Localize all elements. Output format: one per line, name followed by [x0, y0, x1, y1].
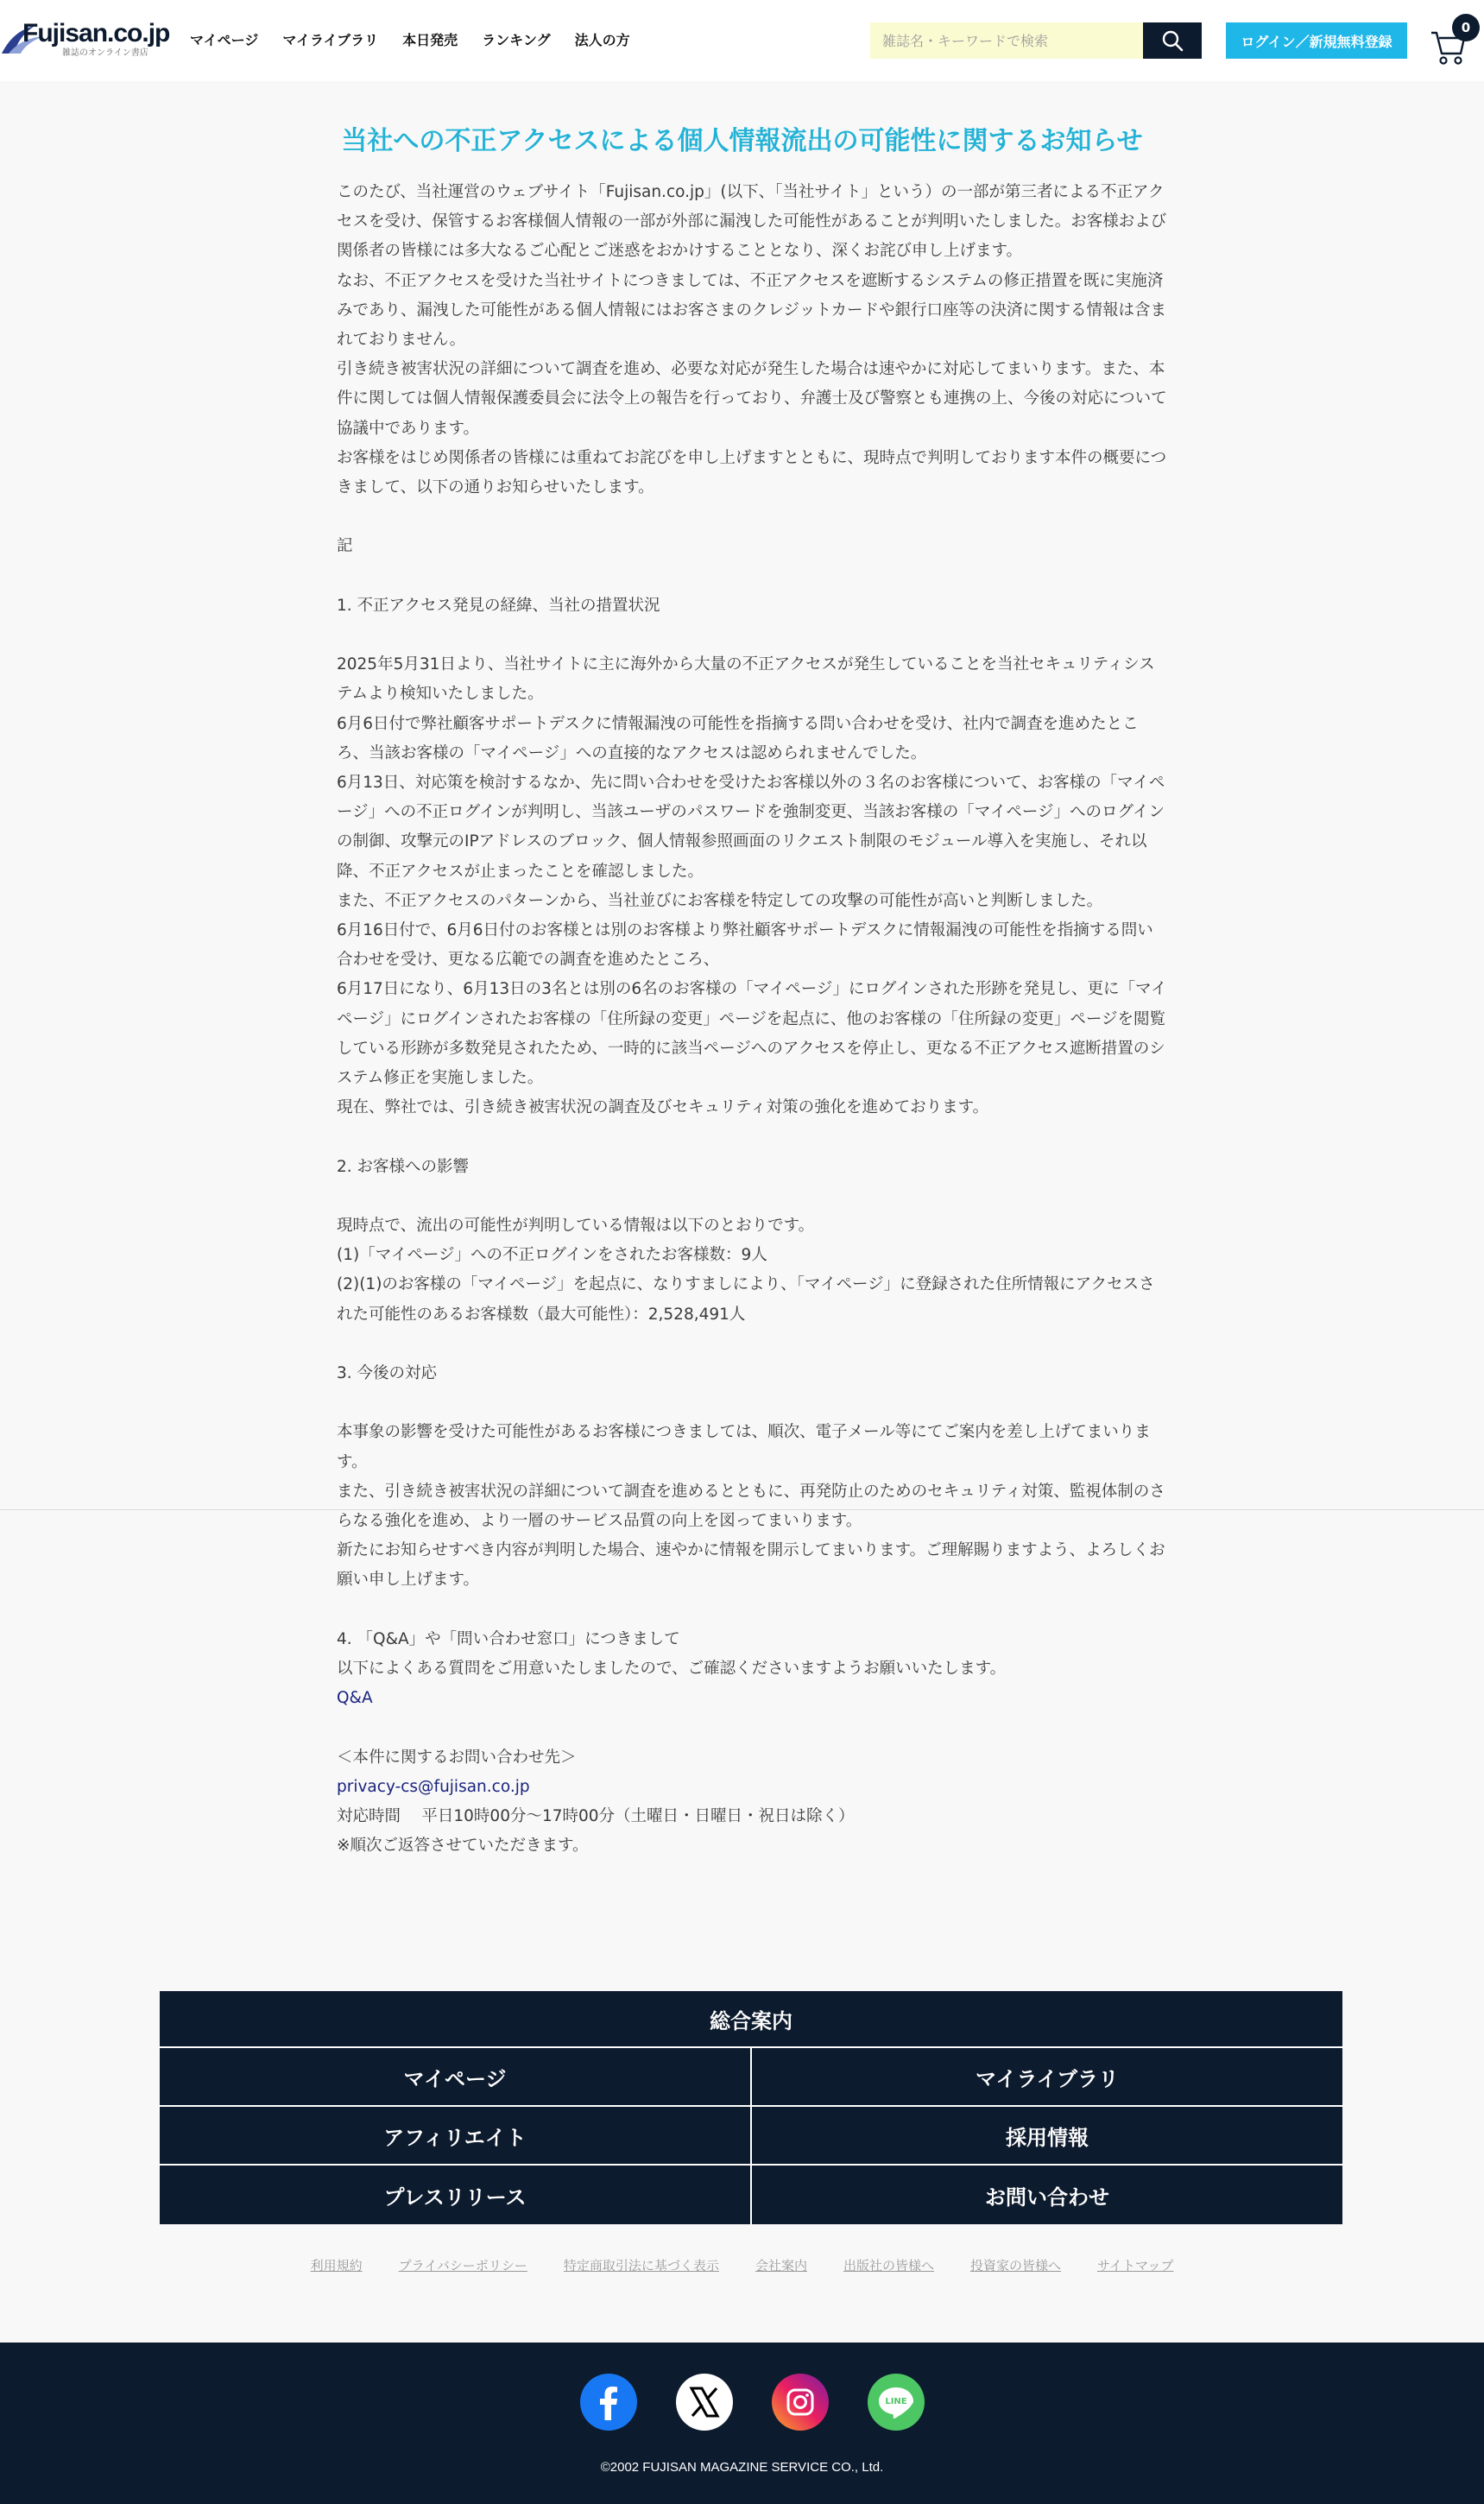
article-paragraph: 6月17日になり、6月13日の3名とは別の6名のお客様の「マイページ」にログインされた形跡を発見し、更に「マイページ」にログインされたお客様の「住所録の変更」ページを起点に、他のお客様の「住所録の変更」ページを閲覧している形跡が多数発見されたため、一時的に該当ページへのアクセスを停止し、更なる不正アクセス遮断措置のシステム修正を実施しました。	[337, 980, 1167, 1088]
spacer-line	[337, 562, 1167, 591]
search-button[interactable]	[1143, 22, 1202, 59]
footer-menu-row	[160, 2048, 1342, 2107]
login-register-button[interactable]: ログイン／新規無料登録	[1226, 22, 1407, 59]
article-paragraph: (2)(1)のお客様の「マイページ」を起点に、なりすましにより、「マイページ」に登録された住所情報にアクセスされた可能性のあるお客様数（最大可能性）：2,528,491人	[337, 1275, 1155, 1324]
social-links	[580, 2374, 925, 2431]
qa-link[interactable]: Q&A	[337, 1689, 373, 1708]
spacer-line	[337, 621, 1167, 650]
copyright-text: ©2002 FUJISAN MAGAZINE SERVICE CO., Ltd.	[600, 2460, 884, 2475]
article-paragraphs	[337, 178, 1167, 1684]
spacer-line	[337, 1388, 1167, 1418]
logo-text: Fujisan.co.jp	[22, 19, 170, 47]
footer-links	[0, 2256, 1484, 2274]
footer-link-commerce-law[interactable]: 特定商取引法に基づく表示	[563, 2258, 719, 2273]
cart-button[interactable]	[1430, 14, 1481, 66]
footer-link-company[interactable]: 会社案内	[755, 2258, 807, 2273]
site-header	[0, 0, 1484, 81]
article-paragraph: 3. 今後の対応	[337, 1364, 438, 1383]
facebook-icon	[580, 2374, 637, 2431]
footer-menu	[160, 1991, 1342, 2224]
nav-corporate[interactable]: 法人の方	[574, 32, 630, 48]
article-paragraph: また、不正アクセスのパターンから、当社並びにお客様を特定しての攻撃の可能性が高いと判断しました。	[337, 891, 1103, 910]
article-paragraph: 引き続き被害状況の詳細について調査を進め、必要な対応が発生した場合は速やかに対応してまいります。また、本件に関しては個人情報保護委員会に法令上の報告を行っており、弁護士及び警察とも連携の上、今後の対応について協議中であります。	[337, 360, 1167, 438]
footer-bottom	[0, 2343, 1484, 2504]
spacer-line	[337, 1182, 1167, 1211]
footer-menu-row	[160, 2166, 1342, 2224]
article-paragraph: 現在、弊社では、引き続き被害状況の調査及びセキュリティ対策の強化を進めております。	[337, 1098, 989, 1117]
footer-link-publishers[interactable]: 出版社の皆様へ	[843, 2258, 934, 2273]
article-paragraph: 2. お客様への影響	[337, 1157, 470, 1176]
footer-press-link[interactable]: プレスリリース	[160, 2166, 750, 2224]
article-paragraph: (1)「マイページ」への不正ログインをされたお客様数：9人	[337, 1246, 767, 1265]
x-icon	[676, 2374, 733, 2431]
page-title: 当社への不正アクセスによる個人情報流出の可能性に関するお知らせ	[341, 126, 1143, 156]
instagram-link[interactable]	[772, 2374, 829, 2431]
article-paragraph: 2025年5月31日より、当社サイトに主に海外から大量の不正アクセスが発生していることを当社セキュリティシステムより検知いたしました。	[337, 655, 1155, 704]
search-bar	[870, 22, 1202, 59]
footer-mypage-link[interactable]: マイページ	[160, 2048, 750, 2105]
search-icon	[1161, 29, 1184, 52]
footer-contact-link[interactable]: お問い合わせ	[750, 2166, 1342, 2224]
nav-ranking[interactable]: ランキング	[482, 32, 551, 48]
x-link[interactable]	[676, 2374, 733, 2431]
spacer-line	[337, 1713, 1167, 1742]
article-paragraph: また、引き続き被害状況の詳細について調査を進めるとともに、再発防止のためのセキュリティ対策、監視体制のさらなる強化を進め、より一層のサービス品質の向上を図ってまいります。	[337, 1482, 1165, 1531]
footer-link-terms[interactable]: 利用規約	[310, 2258, 363, 2273]
article-body	[337, 178, 1167, 1861]
article-paragraph: 以下によくある質問をご用意いたしましたので、ご確認くださいますようお願いいたします。	[337, 1660, 1007, 1679]
spacer-line	[337, 503, 1167, 532]
article-paragraph: 6月16日付で、6月6日付のお客様とは別のお客様より弊社顧客サポートデスクに情報漏洩の可能性を指摘する問い合わせを受け、更なる広範での調査を進めたところ、	[337, 921, 1153, 970]
article-paragraph: 6月13日、対応策を検討するなか、先に問い合わせを受けたお客様以外の３名のお客様について、お客様の「マイページ」への不正ログインが判明し、当該ユーザのパスワードを強制変更、当該お客様の「マイページ」へのログインの制御、攻撃元のIPアドレスのブロック、個人情報参照画面のリクエスト制限のモジュール導入を実施し、それ以降、不正アクセスが止まったことを確認しました。	[337, 774, 1165, 881]
line-link[interactable]	[868, 2374, 925, 2431]
main-nav	[190, 29, 654, 49]
article-paragraph: 4. 「Q&A」や「問い合わせ窓口」につきまして	[337, 1629, 680, 1648]
footer-link-investors[interactable]: 投資家の皆様へ	[969, 2258, 1061, 2273]
footer-affiliate-link[interactable]: アフィリエイト	[160, 2107, 750, 2164]
footer-mylibrary-link[interactable]: マイライブラリ	[750, 2048, 1342, 2105]
footer-menu-row	[160, 2107, 1342, 2166]
nav-mylibrary[interactable]: マイライブラリ	[282, 32, 379, 48]
article-paragraph: お客様をはじめ関係者の皆様には重ねてお詫びを申し上げますとともに、現時点で判明しております本件の概要につきまして、以下の通りお知らせいたします。	[337, 448, 1167, 497]
article-paragraph: 記	[337, 537, 353, 556]
spacer-line	[337, 1122, 1167, 1152]
cart-count-badge: 0	[1452, 14, 1480, 41]
contact-email-link[interactable]: privacy-cs@fujisan.co.jp	[337, 1777, 530, 1796]
article-paragraph: 現時点で、流出の可能性が判明している情報は以下のとおりです。	[337, 1217, 815, 1236]
contact-heading: ＜本件に関するお問い合わせ先＞	[337, 1748, 577, 1767]
search-input[interactable]	[870, 22, 1143, 59]
nav-mypage[interactable]: マイページ	[190, 32, 259, 48]
footer-link-sitemap[interactable]: サイトマップ	[1096, 2258, 1174, 2273]
contact-hours: 対応時間 平日10時00分～17時00分（土曜日・日曜日・祝日は除く）	[337, 1807, 855, 1826]
article-paragraph: このたび、当社運営のウェブサイト「Fujisan.co.jp」(以下、「当社サイト」という）の一部が第三者による不正アクセスを受け、保管するお客様個人情報の一部が外部に漏洩した可能性があることが判明いたしました。お客様および関係者の皆様には多大なるご心配とご迷惑をおかけすることとなり、深くお詫び申し上げます。	[337, 183, 1167, 261]
footer-recruit-link[interactable]: 採用情報	[750, 2107, 1342, 2164]
article-paragraph: 1. 不正アクセス発見の経緯、当社の措置状況	[337, 596, 660, 615]
footer-link-privacy[interactable]: プライバシーポリシー	[398, 2258, 527, 2273]
contact-note: ※順次ご返答させていただきます。	[337, 1837, 589, 1856]
nav-today-release[interactable]: 本日発売	[402, 32, 458, 48]
site-logo[interactable]	[0, 19, 173, 62]
footer-menu-title: 総合案内	[160, 1991, 1342, 2048]
article-paragraph: 6月6日付で弊社顧客サポートデスクに情報漏洩の可能性を指摘する問い合わせを受け、社内で調査を進めたところ、当該お客様の「マイページ」への直接的なアクセスは認められませんでした。	[337, 714, 1139, 762]
instagram-icon	[772, 2374, 829, 2431]
line-icon-label: LINE	[885, 2396, 907, 2406]
article-paragraph: なお、不正アクセスを受けた当社サイトにつきましては、不正アクセスを遮断するシステムの修正措置を既に実施済みであり、漏洩した可能性がある個人情報にはお客さまのクレジットカードや銀行口座等の決済に関する情報は含まれておりません。	[337, 271, 1166, 350]
spacer-line	[337, 1596, 1167, 1625]
scroll-divider	[0, 1509, 1484, 1510]
facebook-link[interactable]	[580, 2374, 637, 2431]
spacer-line	[337, 1330, 1167, 1359]
article-paragraph: 本事象の影響を受けた可能性があるお客様につきましては、順次、電子メール等にてご案内を差し上げてまいります。	[337, 1423, 1151, 1471]
article-paragraph: 新たにお知らせすべき内容が判明した場合、速やかに情報を開示してまいります。ご理解賜りますよう、よろしくお願い申し上げます。	[337, 1541, 1165, 1590]
logo-tagline: 雑誌のオンライン書店	[62, 48, 148, 58]
